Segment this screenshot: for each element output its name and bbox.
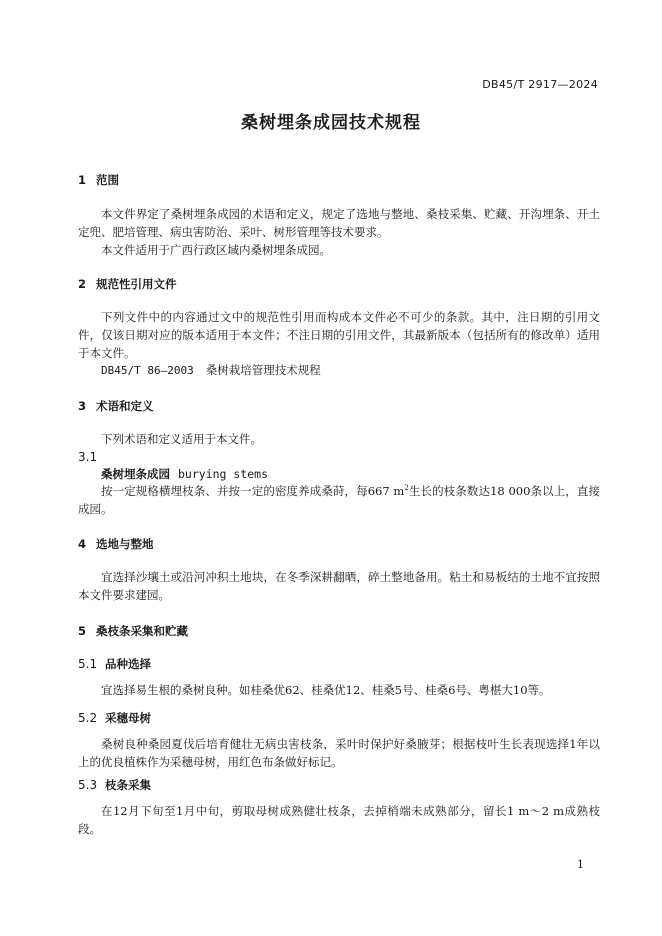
subsection-title: 采穗母树 (105, 711, 151, 725)
standard-code: DB45/T 2917—2024 (482, 78, 598, 91)
reference-code: DB45/T 86—2003 (101, 364, 194, 377)
subsection-number: 5.3 (78, 778, 98, 792)
section-number: 4 (78, 537, 87, 551)
subsection-title: 品种选择 (105, 657, 151, 671)
subsection-number: 5.1 (78, 657, 98, 671)
section-title: 桑枝条采集和贮藏 (96, 624, 188, 638)
section-2-paragraph-1: 下列文件中的内容通过文中的规范性引用而构成本文件必不可少的条款。其中，注日期的引用文件，仅该日期对应的版本适用于本文件；不注日期的引用文件，其最新版本（包括所有的修改单）适用于本文件。 (78, 310, 600, 360)
section-title: 选地与整地 (96, 537, 154, 551)
definition-part-b: 生长的枝条数达18 000条以上，直接成园。 (78, 484, 600, 516)
reference-title: 桑树栽培管理技术规程 (205, 363, 321, 377)
page-number: 1 (577, 858, 584, 871)
section-4-heading (78, 536, 154, 552)
subsection-5-2-paragraph: 桑树良种桑园夏伐后培育健壮无病虫害枝条，采叶时保护好桑腋芽；根据枝叶生长表现选择1年以上的优良植株作为采穗母树，用红色布条做好标记。 (78, 737, 600, 769)
section-title: 范围 (96, 173, 119, 187)
term-english: burying stems (178, 467, 269, 481)
term-number: 3.1 (78, 450, 98, 464)
subsection-5-3-heading (78, 777, 151, 793)
section-5-heading (78, 623, 188, 639)
subsection-5-3-paragraph: 在12月下旬至1月中旬，剪取母树成熟健壮枝条，去掉梢端未成熟部分，留长1 m～2 m成熟枝段。 (78, 804, 600, 836)
subsection-title: 枝条采集 (105, 778, 151, 792)
section-title: 规范性引用文件 (96, 277, 177, 291)
section-1-paragraph-2: 本文件适用于广西行政区域内桑树埋条成园。 (101, 243, 331, 257)
term-definition (78, 482, 600, 518)
section-2-heading (78, 276, 177, 292)
section-number: 2 (78, 277, 87, 291)
section-1-paragraph-1: 本文件界定了桑树埋条成园的术语和定义，规定了选地与整地、桑枝采集、贮藏、开沟埋条、开土定兜、肥培管理、病虫害防治、采叶、树形管理等技术要求。 (78, 207, 600, 239)
section-3-paragraph-1: 下列术语和定义适用于本文件。 (101, 432, 262, 446)
subsection-5-1-paragraph: 宜选择易生根的桑树良种。如桂桑优62、桂桑优12、桂桑5号、桂桑6号、粤椹大10等。 (101, 683, 551, 697)
section-number: 3 (78, 399, 87, 413)
section-3-heading (78, 398, 154, 414)
section-title: 术语和定义 (96, 399, 154, 413)
definition-part-a: 按一定规格横埋枝条、并按一定的密度养成桑莳，每667 m (101, 484, 405, 498)
term-chinese: 桑树埋条成园 (101, 467, 170, 481)
subsection-5-2-heading (78, 710, 151, 726)
subsection-number: 5.2 (78, 711, 98, 725)
section-1-heading (78, 172, 119, 188)
subsection-5-1-heading (78, 656, 151, 672)
section-4-paragraph-1: 宜选择沙壤土或沿河冲积土地块，在冬季深耕翻晒，碎土整地备用。粘土和易板结的土地不宜按照本文件要求建园。 (78, 570, 600, 602)
term-heading (101, 466, 268, 482)
section-number: 1 (78, 173, 87, 187)
section-number: 5 (78, 624, 87, 638)
document-title: 桑树埋条成园技术规程 (241, 113, 421, 133)
definition-superscript: 2 (404, 484, 409, 493)
normative-reference (101, 362, 321, 378)
